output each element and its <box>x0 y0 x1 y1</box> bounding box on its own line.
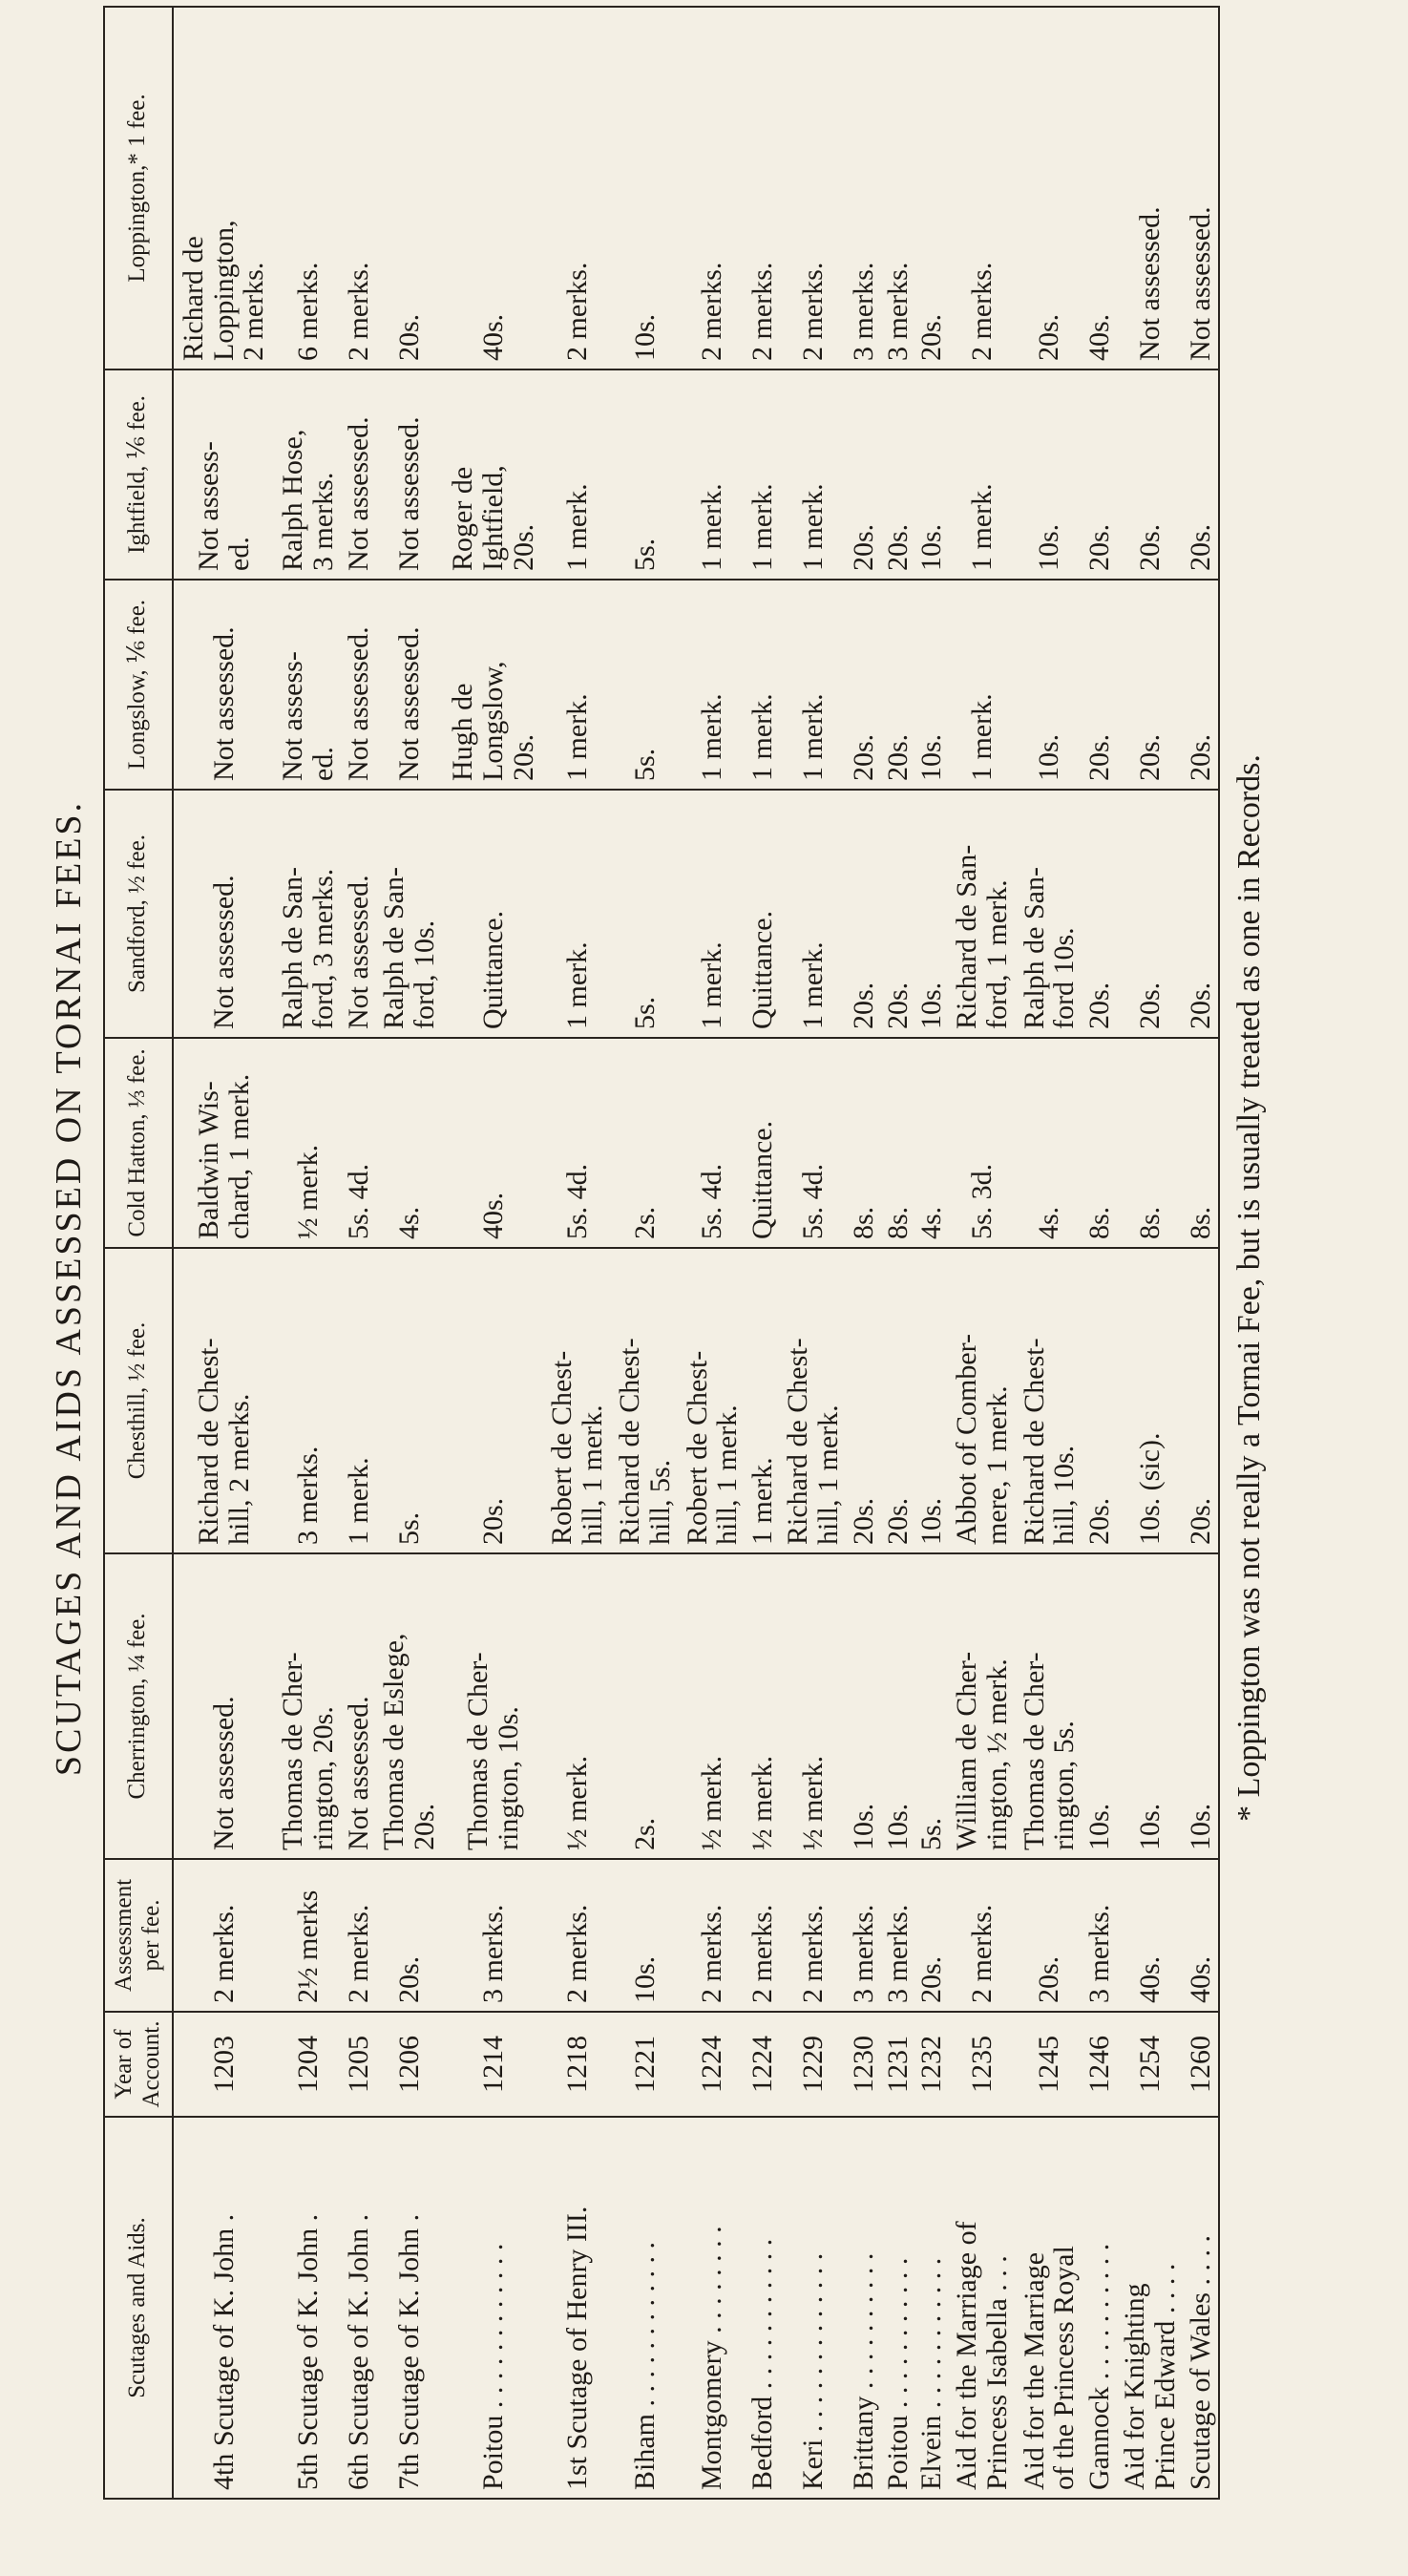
cell-ightfield: Not assessed. <box>342 370 375 580</box>
cell-chesthill: Abbot of Comber- mere, 1 merk. <box>948 1248 1016 1553</box>
cell-scutage: Scutage of Wales . . . . <box>1185 2117 1219 2499</box>
cell-year: 1230 <box>848 2012 881 2117</box>
cell-cold-hatton: 4s. <box>914 1038 948 1248</box>
footnote: * Loppington was not really a Tornai Fee, but is usually treated as one in Records. <box>1231 754 1267 1822</box>
table-row <box>848 7 881 2499</box>
cell-assessment: 2 merks. <box>948 1859 1016 2012</box>
cell-ightfield: 20s. <box>881 370 914 580</box>
cell-cherrington: Thomas de Cher- rington, 5s. <box>1016 1553 1083 1859</box>
cell-cold-hatton: 4s. <box>1016 1038 1083 1248</box>
cell-ightfield: Roger de Ightfield, 20s. <box>443 370 544 580</box>
cell-cherrington: William de Cher- rington, ½ merk. <box>948 1553 1016 1859</box>
header-row <box>104 7 173 2499</box>
table-row <box>746 7 780 2499</box>
cell-cherrington: 10s. <box>1083 1553 1117 1859</box>
table-row <box>948 7 1016 2499</box>
page-title: SCUTAGES AND AIDS ASSESSED ON TORNAI FEES. <box>49 799 89 1777</box>
cell-ightfield: 1 merk. <box>780 370 848 580</box>
cell-ightfield: Not assessed. <box>375 370 443 580</box>
cell-cold-hatton: 4s. <box>375 1038 443 1248</box>
cell-assessment: 3 merks. <box>881 1859 914 2012</box>
table-row <box>1117 7 1185 2499</box>
cell-scutage: 6th Scutage of K. John . <box>342 2117 375 2499</box>
cell-assessment: 2 merks. <box>173 1859 275 2012</box>
cell-cherrington: Not assessed. <box>173 1553 275 1859</box>
cell-scutage: Aid for the Marriage of Princess Isabella . . . <box>948 2117 1016 2499</box>
cell-chesthill: 10s. <box>914 1248 948 1553</box>
cell-ightfield: Ralph Hose, 3 merks. <box>275 370 343 580</box>
header-assessment: Assessment per fee. <box>104 1859 173 2012</box>
cell-loppington: Richard de Loppington, 2 merks. <box>173 7 275 370</box>
cell-chesthill: 1 merk. <box>342 1248 375 1553</box>
cell-loppington: 2 merks. <box>342 7 375 370</box>
cell-chesthill: 5s. <box>375 1248 443 1553</box>
cell-longslow: 10s. <box>914 580 948 790</box>
cell-chesthill: Richard de Chest- hill, 2 merks. <box>173 1248 275 1553</box>
cell-chesthill: 20s. <box>1185 1248 1219 1553</box>
header-scutage: Scutages and Aids. <box>104 2117 173 2499</box>
cell-scutage: 4th Scutage of K. John . <box>173 2117 275 2499</box>
cell-chesthill: 10s. (sic). <box>1117 1248 1185 1553</box>
table-row <box>173 7 275 2499</box>
cell-longslow: 20s. <box>1185 580 1219 790</box>
cell-ightfield: 1 merk. <box>948 370 1016 580</box>
cell-sandford: Ralph de San- ford, 3 merks. <box>275 790 343 1038</box>
table-body <box>173 7 1220 2499</box>
cell-loppington: 2 merks. <box>679 7 746 370</box>
cell-sandford: Not assessed. <box>342 790 375 1038</box>
cell-cherrington: ½ merk. <box>780 1553 848 1859</box>
cell-cold-hatton: 8s. <box>881 1038 914 1248</box>
cell-ightfield: 20s. <box>848 370 881 580</box>
cell-cold-hatton: 5s. 4d. <box>544 1038 612 1248</box>
table-row <box>1185 7 1219 2499</box>
cell-loppington: 2 merks. <box>948 7 1016 370</box>
cell-scutage: Aid for the Marriage of the Princess Royal <box>1016 2117 1083 2499</box>
cell-year: 1229 <box>780 2012 848 2117</box>
cell-loppington: 10s. <box>611 7 679 370</box>
cell-chesthill: Robert de Chest- hill, 1 merk. <box>544 1248 612 1553</box>
cell-longslow: 1 merk. <box>544 580 612 790</box>
cell-loppington: 3 merks. <box>848 7 881 370</box>
cell-longslow: Hugh de Longslow, 20s. <box>443 580 544 790</box>
cell-assessment: 10s. <box>611 1859 679 2012</box>
cell-assessment: 2 merks. <box>780 1859 848 2012</box>
cell-chesthill: 3 merks. <box>275 1248 343 1553</box>
cell-loppington: Not assessed. <box>1117 7 1185 370</box>
cell-year: 1205 <box>342 2012 375 2117</box>
cell-year: 1224 <box>679 2012 746 2117</box>
cell-cherrington: ½ merk. <box>746 1553 780 1859</box>
cell-scutage: Brittany . . . . . . . . . . <box>848 2117 881 2499</box>
cell-chesthill: 20s. <box>1083 1248 1117 1553</box>
table-row <box>443 7 544 2499</box>
cell-chesthill: Robert de Chest- hill, 1 merk. <box>679 1248 746 1553</box>
cell-loppington: 2 merks. <box>780 7 848 370</box>
table-row <box>544 7 612 2499</box>
cell-sandford: 20s. <box>1117 790 1185 1038</box>
cell-longslow: 20s. <box>848 580 881 790</box>
header-ightfield: Ightfield, ⅙ fee. <box>104 370 173 580</box>
table-row <box>914 7 948 2499</box>
cell-cold-hatton: 8s. <box>1083 1038 1117 1248</box>
cell-ightfield: 20s. <box>1117 370 1185 580</box>
cell-cold-hatton: 8s. <box>1117 1038 1185 1248</box>
cell-cherrington: Thomas de Cher- rington, 20s. <box>275 1553 343 1859</box>
header-loppington: Loppington,* 1 fee. <box>104 7 173 370</box>
cell-sandford: 1 merk. <box>679 790 746 1038</box>
cell-loppington: 20s. <box>1016 7 1083 370</box>
cell-year: 1254 <box>1117 2012 1185 2117</box>
cell-scutage: 7th Scutage of K. John . <box>375 2117 443 2499</box>
cell-cherrington: 10s. <box>881 1553 914 1859</box>
cell-longslow: 1 merk. <box>679 580 746 790</box>
cell-cherrington: ½ merk. <box>544 1553 612 1859</box>
cell-longslow: 1 merk. <box>948 580 1016 790</box>
cell-cherrington: 10s. <box>1117 1553 1185 1859</box>
cell-cherrington: ½ merk. <box>679 1553 746 1859</box>
cell-loppington: 3 merks. <box>881 7 914 370</box>
cell-cherrington: Not assessed. <box>342 1553 375 1859</box>
cell-year: 1260 <box>1185 2012 1219 2117</box>
cell-longslow: 20s. <box>1117 580 1185 790</box>
cell-cherrington: 2s. <box>611 1553 679 1859</box>
cell-year: 1218 <box>544 2012 612 2117</box>
cell-loppington: 40s. <box>1083 7 1117 370</box>
cell-chesthill: Richard de Chest- hill, 1 merk. <box>780 1248 848 1553</box>
cell-year: 1214 <box>443 2012 544 2117</box>
cell-sandford: 1 merk. <box>544 790 612 1038</box>
cell-scutage: Gannock . . . . . . . . . . <box>1083 2117 1117 2499</box>
cell-sandford: 5s. <box>611 790 679 1038</box>
cell-chesthill: Richard de Chest- hill, 10s. <box>1016 1248 1083 1553</box>
cell-cherrington: Thomas de Cher- rington, 10s. <box>443 1553 544 1859</box>
cell-loppington: 20s. <box>375 7 443 370</box>
cell-year: 1204 <box>275 2012 343 2117</box>
cell-assessment: 20s. <box>375 1859 443 2012</box>
table-row <box>881 7 914 2499</box>
table-row <box>679 7 746 2499</box>
cell-loppington: 6 merks. <box>275 7 343 370</box>
cell-sandford: Richard de San- ford, 1 merk. <box>948 790 1016 1038</box>
cell-loppington: 20s. <box>914 7 948 370</box>
cell-longslow: 20s. <box>1083 580 1117 790</box>
table-row <box>780 7 848 2499</box>
cell-longslow: 20s. <box>881 580 914 790</box>
cell-year: 1232 <box>914 2012 948 2117</box>
cell-scutage: Biham . . . . . . . . . . . . <box>611 2117 679 2499</box>
cell-chesthill: 20s. <box>881 1248 914 1553</box>
cell-year: 1203 <box>173 2012 275 2117</box>
cell-cold-hatton: 5s. 4d. <box>342 1038 375 1248</box>
cell-sandford: Ralph de San- ford, 10s. <box>375 790 443 1038</box>
cell-cold-hatton: Baldwin Wis- chard, 1 merk. <box>173 1038 275 1248</box>
cell-assessment: 3 merks. <box>443 1859 544 2012</box>
cell-longslow: 10s. <box>1016 580 1083 790</box>
cell-cold-hatton: 2s. <box>611 1038 679 1248</box>
cell-longslow: Not assessed. <box>375 580 443 790</box>
cell-loppington: 2 merks. <box>544 7 612 370</box>
cell-sandford: Ralph de San- ford 10s. <box>1016 790 1083 1038</box>
cell-assessment: 2 merks. <box>746 1859 780 2012</box>
cell-longslow: Not assess- ed. <box>275 580 343 790</box>
cell-assessment: 20s. <box>914 1859 948 2012</box>
cell-sandford: Quittance. <box>443 790 544 1038</box>
cell-chesthill: 1 merk. <box>746 1248 780 1553</box>
cell-scutage: Bedford . . . . . . . . . . . <box>746 2117 780 2499</box>
cell-cold-hatton: 8s. <box>848 1038 881 1248</box>
table-row <box>342 7 375 2499</box>
cell-sandford: Quittance. <box>746 790 780 1038</box>
cell-year: 1221 <box>611 2012 679 2117</box>
cell-sandford: 20s. <box>848 790 881 1038</box>
header-longslow: Longslow, ⅙ fee. <box>104 580 173 790</box>
header-cold-hatton: Cold Hatton, ⅓ fee. <box>104 1038 173 1248</box>
cell-cherrington: 10s. <box>848 1553 881 1859</box>
cell-longslow: Not assessed. <box>173 580 275 790</box>
cell-sandford: 20s. <box>1185 790 1219 1038</box>
cell-scutage: Aid for Knighting Prince Edward . . . . <box>1117 2117 1185 2499</box>
cell-assessment: 40s. <box>1117 1859 1185 2012</box>
cell-year: 1231 <box>881 2012 914 2117</box>
cell-cold-hatton: 5s. 4d. <box>780 1038 848 1248</box>
cell-assessment: 2 merks. <box>342 1859 375 2012</box>
cell-cold-hatton: 5s. 3d. <box>948 1038 1016 1248</box>
cell-loppington: Not assessed. <box>1185 7 1219 370</box>
cell-assessment: 2 merks. <box>679 1859 746 2012</box>
cell-scutage: Keri . . . . . . . . . . . . . <box>780 2117 848 2499</box>
cell-chesthill: 20s. <box>443 1248 544 1553</box>
cell-assessment: 3 merks. <box>848 1859 881 2012</box>
cell-assessment: 20s. <box>1016 1859 1083 2012</box>
cell-loppington: 2 merks. <box>746 7 780 370</box>
cell-ightfield: 10s. <box>914 370 948 580</box>
cell-ightfield: 20s. <box>1083 370 1117 580</box>
cell-ightfield: 10s. <box>1016 370 1083 580</box>
cell-chesthill: 20s. <box>848 1248 881 1553</box>
table-row <box>375 7 443 2499</box>
cell-scutage: 1st Scutage of Henry III. <box>544 2117 612 2499</box>
cell-cherrington: 5s. <box>914 1553 948 1859</box>
cell-cold-hatton: ½ merk. <box>275 1038 343 1248</box>
cell-sandford: Not assessed. <box>173 790 275 1038</box>
header-sandford: Sandford, ½ fee. <box>104 790 173 1038</box>
cell-ightfield: 1 merk. <box>544 370 612 580</box>
table-row <box>1083 7 1117 2499</box>
cell-ightfield: Not assess- ed. <box>173 370 275 580</box>
fees-table <box>103 6 1220 2500</box>
cell-year: 1206 <box>375 2012 443 2117</box>
cell-cold-hatton: 40s. <box>443 1038 544 1248</box>
cell-ightfield: 1 merk. <box>746 370 780 580</box>
table-row <box>1016 7 1083 2499</box>
table-row <box>275 7 343 2499</box>
cell-sandford: 20s. <box>1083 790 1117 1038</box>
header-cherrington: Cherrington, ¼ fee. <box>104 1553 173 1859</box>
cell-scutage: Montgomery . . . . . . . . <box>679 2117 746 2499</box>
cell-chesthill: Richard de Chest- hill, 5s. <box>611 1248 679 1553</box>
cell-scutage: 5th Scutage of K. John . <box>275 2117 343 2499</box>
table-row <box>611 7 679 2499</box>
cell-assessment: 2½ merks <box>275 1859 343 2012</box>
cell-scutage: Poitou . . . . . . . . . . . <box>881 2117 914 2499</box>
cell-sandford: 10s. <box>914 790 948 1038</box>
cell-year: 1246 <box>1083 2012 1117 2117</box>
cell-cold-hatton: Quittance. <box>746 1038 780 1248</box>
cell-cherrington: 10s. <box>1185 1553 1219 1859</box>
cell-cherrington: Thomas de Eslege, 20s. <box>375 1553 443 1859</box>
cell-assessment: 3 merks. <box>1083 1859 1117 2012</box>
cell-assessment: 40s. <box>1185 1859 1219 2012</box>
header-year: Year of Account. <box>104 2012 173 2117</box>
cell-cold-hatton: 5s. 4d. <box>679 1038 746 1248</box>
cell-ightfield: 5s. <box>611 370 679 580</box>
cell-cold-hatton: 8s. <box>1185 1038 1219 1248</box>
cell-ightfield: 20s. <box>1185 370 1219 580</box>
cell-longslow: 5s. <box>611 580 679 790</box>
cell-ightfield: 1 merk. <box>679 370 746 580</box>
cell-longslow: 1 merk. <box>746 580 780 790</box>
cell-sandford: 1 merk. <box>780 790 848 1038</box>
cell-year: 1235 <box>948 2012 1016 2117</box>
cell-loppington: 40s. <box>443 7 544 370</box>
cell-assessment: 2 merks. <box>544 1859 612 2012</box>
cell-year: 1224 <box>746 2012 780 2117</box>
cell-longslow: Not assessed. <box>342 580 375 790</box>
cell-scutage: Poitou . . . . . . . . . . . . <box>443 2117 544 2499</box>
cell-scutage: Elvein . . . . . . . . . . . <box>914 2117 948 2499</box>
header-chesthill: Chesthill, ½ fee. <box>104 1248 173 1553</box>
cell-sandford: 20s. <box>881 790 914 1038</box>
cell-longslow: 1 merk. <box>780 580 848 790</box>
cell-year: 1245 <box>1016 2012 1083 2117</box>
